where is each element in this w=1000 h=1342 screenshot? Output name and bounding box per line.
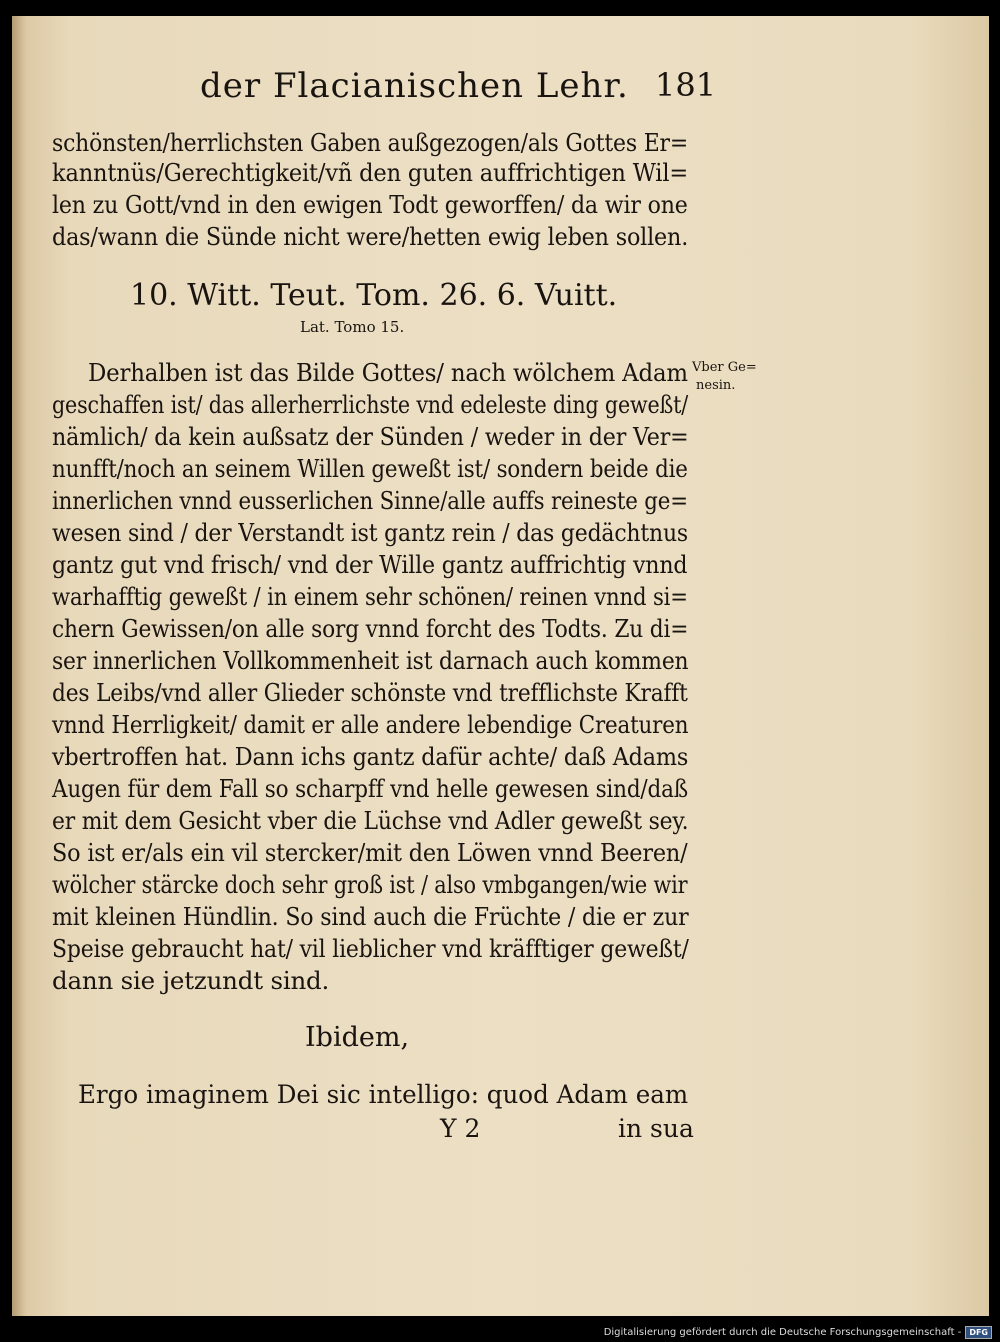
text-line: des Leibs/vnd aller Glieder schönste vnd trefflichste Krafft	[52, 678, 688, 707]
page-gutter-shadow	[12, 16, 26, 1316]
text-line: vbertroffen hat. Dann ichs gantz dafür achte/ daß Adams	[52, 742, 689, 771]
page-number: 181	[655, 66, 717, 104]
text-line: nunfft/noch an seinem Willen geweßt ist/ sondern beide die	[52, 454, 688, 483]
text-line: warhafftig geweßt / in einem sehr schönen/ reinen vnnd si=	[52, 582, 688, 611]
margin-note-line: nesin.	[696, 378, 736, 393]
text-line: So ist er/als ein vil stercker/mit den Löwen vnnd Beeren/	[52, 838, 688, 867]
ibidem-heading: Ibidem,	[305, 1022, 410, 1053]
text-line: wesen sind / der Verstandt ist gantz rein / das gedächtnus	[52, 518, 688, 547]
footer-credit: Digitalisierung gefördert durch die Deutsche Forschungsgemeinschaft -	[603, 1327, 962, 1338]
text-line: schönsten/herrlichsten Gaben außgezogen/als Gottes Er=	[52, 128, 689, 157]
catchword: in sua	[618, 1114, 694, 1143]
text-line: chern Gewissen/on alle sorg vnnd forcht des Todts. Zu di=	[52, 614, 689, 643]
text-line: kanntnüs/Gerechtigkeit/vñ den guten auffrichtigen Wil=	[52, 158, 689, 187]
text-line: Derhalben ist das Bilde Gottes/ nach wölchem Adam	[88, 358, 688, 387]
text-line: das/wann die Sünde nicht were/hetten ewig leben sollen.	[52, 222, 689, 251]
text-line: er mit dem Gesicht vber die Lüchse vnd Adler geweßt sey.	[52, 806, 689, 835]
text-line: wölcher stärcke doch sehr groß ist / also vmbgangen/wie wir	[52, 870, 688, 899]
text-line: mit kleinen Hündlin. So sind auch die Früchte / die er zur	[52, 902, 689, 931]
reference-title: 10. Witt. Teut. Tom. 26. 6. Vuitt.	[130, 278, 618, 313]
margin-note-line: Vber Ge=	[692, 360, 757, 375]
reference-subtitle: Lat. Tomo 15.	[300, 318, 405, 336]
digitization-footer	[604, 1326, 992, 1339]
text-line: innerlichen vnnd eusserlichen Sinne/alle auffs reineste ge=	[52, 486, 688, 515]
text-line: ser innerlichen Vollkommenheit ist darnach auch kommen	[52, 646, 689, 675]
text-line: Speise gebraucht hat/ vil lieblicher vnd kräfftiger geweßt/	[52, 934, 689, 963]
running-title: der Flacianischen Lehr.	[200, 66, 629, 106]
text-line: geschaffen ist/ das allerherrlichste vnd edeleste ding geweßt/	[52, 390, 689, 419]
text-line: vnnd Herrligkeit/ damit er alle andere lebendige Creaturen	[52, 710, 689, 739]
dfg-logo-icon: DFG	[965, 1326, 992, 1339]
signature-mark: Y 2	[440, 1114, 481, 1143]
text-line: Augen für dem Fall so scharpff vnd helle gewesen sind/daß	[52, 774, 688, 803]
text-line: nämlich/ da kein außsatz der Sünden / weder in der Ver=	[52, 422, 689, 451]
text-line: gantz gut vnd frisch/ vnd der Wille gantz auffrichtig vnnd	[52, 550, 688, 579]
latin-line: Ergo imaginem Dei sic intelligo: quod Adam eam	[78, 1080, 689, 1109]
text-line: dann sie jetzundt sind.	[52, 966, 330, 995]
text-line: len zu Gott/vnd in den ewigen Todt geworffen/ da wir one	[52, 190, 688, 219]
